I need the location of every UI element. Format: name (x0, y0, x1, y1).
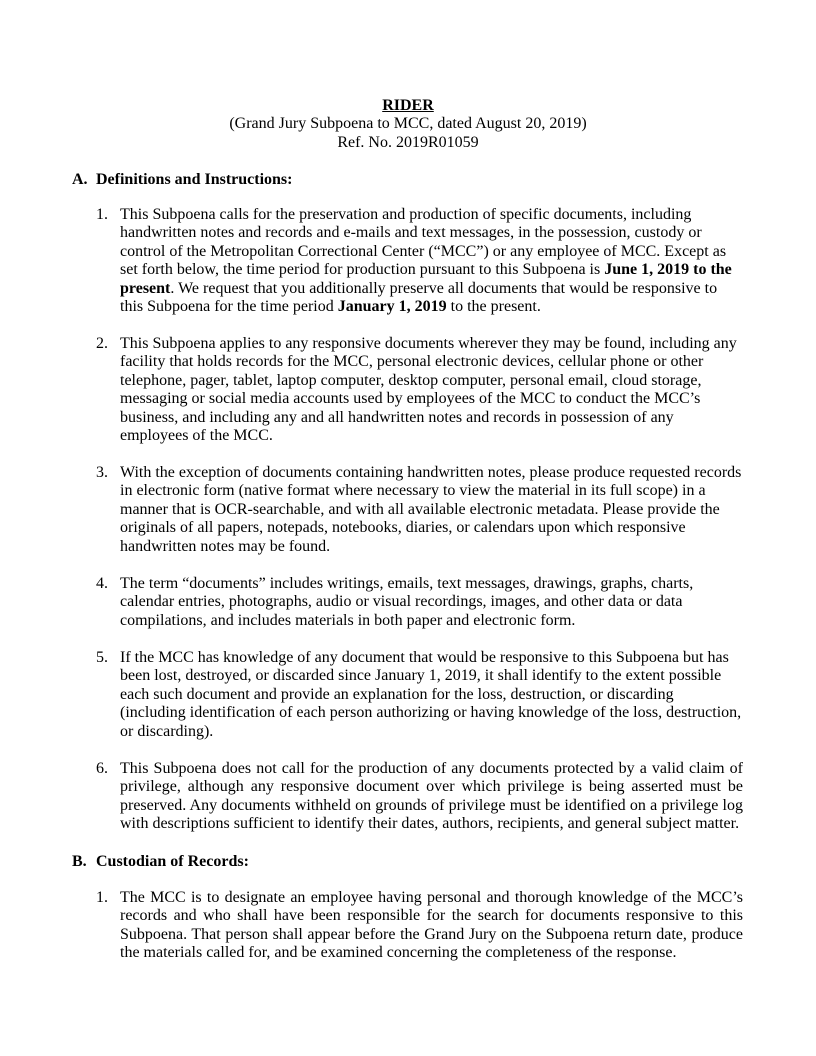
document-header (0, 97, 816, 152)
text-segment: . We request that you additionally preserve all documents that would be responsive to this Subpoena for the time period (120, 279, 718, 316)
item-text: With the exception of documents containing handwritten notes, please produce requested records in electronic form (native format where necessary to view the material in its full scope) in a manner that is OCR-searchable, and with all available electronic metadata. Please provide the originals of all papers, notepads, notebooks, diaries, or calendars upon which responsive handwritten notes may be found. (120, 464, 742, 555)
item-text: This Subpoena does not call for the production of any documents protected by a valid claim of privilege, although any responsive document over which privilege is being asserted must be preserved. Any documents withheld on grounds of privilege must be identified on a privilege log with descriptions sufficient to identify their dates, authors, recipients, and general subject matter. (120, 760, 743, 833)
item-number: 2. (96, 335, 108, 352)
section-letter: B. (72, 853, 87, 870)
item-text: If the MCC has knowledge of any document that would be responsive to this Subpoena but has been lost, destroyed, or discarded since January 1, 2019, it shall identify to the extent possible each such document and provide an explanation for the loss, destruction, or discarding (including identification of each person authorizing or having knowledge of the loss, destruction, or discarding). (120, 649, 742, 740)
section-title: Definitions and Instructions: (96, 171, 293, 188)
list-item-a3 (96, 464, 744, 556)
item-number: 3. (96, 464, 108, 481)
item-text (120, 206, 743, 316)
item-number: 1. (96, 206, 108, 223)
text-segment: This Subpoena calls for the preservation and production of specific documents, including handwritten notes and records and e-mails and text messages, in the possession, custody or control of the Metropolitan Correctional Center (“MCC”) or any employee of MCC. Except as set forth below, the time period for production pursuant to this Subpoena is (120, 206, 727, 279)
section-b-heading (72, 853, 249, 871)
section-title: Custodian of Records: (96, 853, 249, 870)
list-item-a4 (96, 575, 744, 630)
list-item-a6 (96, 760, 744, 834)
item-number: 6. (96, 760, 108, 777)
item-number: 4. (96, 575, 108, 592)
item-number: 1. (96, 889, 108, 906)
item-text: The term “documents” includes writings, emails, text messages, drawings, graphs, charts, calendar entries, photographs, audio or visual recordings, images, and other data or data compilations, and includes materials in both paper and electronic form. (120, 575, 694, 629)
item-number: 5. (96, 649, 108, 666)
reference-number: Ref. No. 2019R01059 (337, 133, 479, 151)
section-a-heading (72, 171, 292, 189)
item-text: This Subpoena applies to any responsive documents wherever they may be found, including any facility that holds records for the MCC, personal electronic devices, cellular phone or other telephone, pager, tablet, laptop computer, desktop computer, personal email, cloud storage, messaging or social media accounts used by employees of the MCC to conduct the MCC’s business, and including any and all handwritten notes and records in possession of any employees of the MCC. (120, 335, 737, 445)
item-text: The MCC is to designate an employee having personal and thorough knowledge of the MCC’s records and who shall have been responsible for the search for documents responsive to this Subpoena. That person shall appear before the Grand Jury on the Subpoena return date, produce the materials called for, and be examined concerning the completeness of the response. (120, 889, 743, 962)
bold-date-range: June 1, 2019 to the present (120, 261, 732, 297)
list-item-a2 (96, 335, 744, 445)
list-item-a1 (96, 206, 744, 316)
list-item-a5 (96, 649, 744, 741)
section-letter: A. (72, 171, 88, 188)
list-item-b1 (96, 889, 744, 963)
bold-date: January 1, 2019 (337, 298, 447, 316)
document-subtitle: (Grand Jury Subpoena to MCC, dated August 20, 2019) (229, 115, 587, 133)
document-title: RIDER (382, 97, 434, 114)
text-segment: to the present. (446, 298, 541, 316)
